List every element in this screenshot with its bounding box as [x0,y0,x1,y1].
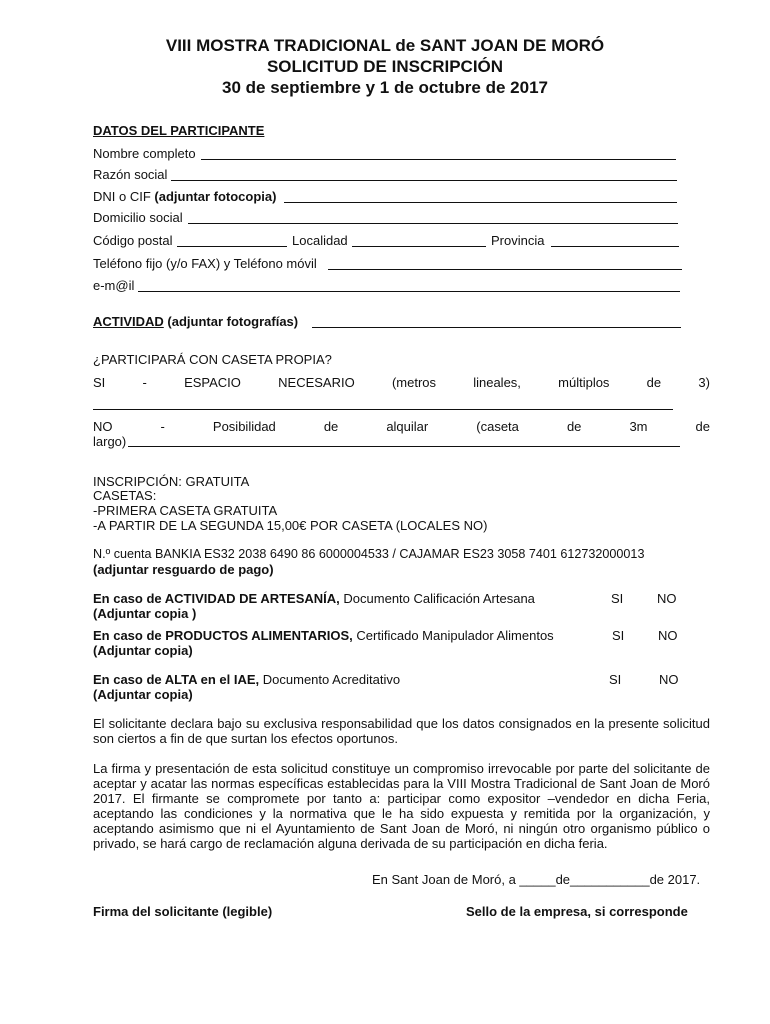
doc-iae-text: Documento Acreditativo [259,672,401,687]
field-domicilio-line[interactable] [188,223,678,224]
doc-artesania-si[interactable]: SI [611,591,624,606]
activity-label [93,314,298,329]
field-telefono-line[interactable] [328,269,682,270]
commitment-text: La firma y presentación de esta solicitud constituye un compromiso irrevocable por parte del solicitante de aceptar y acatar las normas específicas establecidas para la VIII Mostra Tradicional de Sant Joan de Moró 2017. El firmante se compromete por tanto a: participar como expositor –vendedor en dicha Feria, aceptando las condiciones y la normativa que le ha sido expuesta y remitida por la organización, y aceptando asimismo que ni el Ayuntamiento de Sant Joan de Moró, ni ningún otro organismo público o privado, se hará cargo de reclamación alguna derivada de su participación en dicha feria. [93,761,710,851]
doc-artesania-note: (Adjuntar copia ) [93,606,197,621]
field-telefono-label: Teléfono fijo (y/o FAX) y Teléfono móvil [93,256,317,271]
caseta-no-word: Posibilidad [212,419,276,434]
field-email-line[interactable] [138,291,680,292]
inscription-line-4: -A PARTIR DE LA SEGUNDA 15,00€ POR CASETA (LOCALES NO) [93,518,488,533]
caseta-no-word: - [160,419,165,434]
doc-alimentarios-si[interactable]: SI [612,628,625,643]
caseta-si-word: (metros [391,375,436,390]
title-line-3: 30 de septiembre y 1 de octubre de 2017 [222,78,548,97]
caseta-si-row [93,375,710,390]
caseta-si-word: NECESARIO [278,375,355,390]
activity-title: ACTIVIDAD [93,314,164,329]
doc-artesania-no[interactable]: NO [657,591,677,606]
doc-alimentarios-text: Certificado Manipulador Alimentos [352,628,554,643]
doc-iae-no[interactable]: NO [659,672,679,687]
doc-artesania-text: Documento Calificación Artesana [339,591,535,606]
field-domicilio-label: Domicilio social [93,210,183,225]
field-dni-label [93,189,276,204]
caseta-no-word: (caseta [476,419,519,434]
bank-account-note: (adjuntar resguardo de pago) [93,562,274,577]
inscription-line-2: CASETAS: [93,488,157,503]
field-email-label: e-m@il [93,278,135,293]
caseta-si-word: lineales, [473,375,521,390]
caseta-si-word: ESPACIO [184,375,241,390]
section-participant-title: DATOS DEL PARTICIPANTE [93,123,265,138]
activity-note: (adjuntar fotografías) [163,314,299,329]
title-line-2: SOLICITUD DE INSCRIPCIÓN [266,57,504,76]
doc-iae-bold: En caso de ALTA en el IAE, [93,672,260,687]
caseta-no-word: alquilar [386,419,429,434]
doc-iae-note: (Adjuntar copia) [93,687,193,702]
dni-label-text: DNI o CIF [93,189,155,204]
bank-account: N.º cuenta BANKIA ES32 2038 6490 86 6000004533 / CAJAMAR ES23 3058 7401 612732000013 [93,547,645,561]
signature-company-stamp: Sello de la empresa, si corresponde [466,904,688,919]
caseta-no-word: NO [93,419,113,434]
field-dni-line[interactable] [284,202,677,203]
doc-iae [93,672,400,687]
inscription-line-3: -PRIMERA CASETA GRATUITA [93,503,278,518]
field-razon-line[interactable] [171,180,677,181]
dni-note: (adjuntar fotocopia) [154,189,277,204]
caseta-si-word: múltiplos [558,375,610,390]
field-provincia-label: Provincia [491,233,545,248]
caseta-question: ¿PARTICIPARÁ CON CASETA PROPIA? [93,352,332,367]
caseta-no-word: de [323,419,339,434]
caseta-si-word: - [142,375,147,390]
field-provincia-line[interactable] [551,246,679,247]
field-nombre-line[interactable] [201,159,676,160]
caseta-no-line[interactable] [128,446,680,447]
field-nombre-label: Nombre completo [93,146,196,161]
caseta-si-word: SI [93,375,106,390]
field-razon-label: Razón social [93,167,168,182]
activity-line[interactable] [312,327,681,328]
doc-iae-si[interactable]: SI [609,672,622,687]
title-line-1: VIII MOSTRA TRADICIONAL de SANT JOAN DE MORÓ [165,36,605,55]
field-codigo-label: Código postal [93,233,173,248]
caseta-no-word: 3m [629,419,648,434]
field-localidad-label: Localidad [292,233,348,248]
doc-artesania-bold: En caso de ACTIVIDAD DE ARTESANÍA, [93,591,340,606]
doc-alimentarios-bold: En caso de PRODUCTOS ALIMENTARIOS, [93,628,353,643]
caseta-si-word: de [646,375,662,390]
field-localidad-line[interactable] [352,246,486,247]
caseta-no-word: de [695,419,710,434]
caseta-no-word: de [566,419,582,434]
doc-alimentarios-note: (Adjuntar copia) [93,643,193,658]
inscription-line-1: INSCRIPCIÓN: GRATUITA [93,474,250,489]
field-codigo-line[interactable] [177,246,287,247]
signature-applicant: Firma del solicitante (legible) [93,904,273,919]
caseta-si-line[interactable] [93,409,673,410]
doc-artesania [93,591,535,606]
caseta-no-row [93,419,710,434]
caseta-si-word: 3) [698,375,710,390]
declaration-text: El solicitante declara bajo su exclusiva responsabilidad que los datos consignados en la presente solicitud son ciertos a fin de que surtan los efectos oportunos. [93,716,710,746]
caseta-no-line2: largo) [93,434,127,449]
date-line: En Sant Joan de Moró, a _____de___________de 2017. [372,872,701,887]
doc-alimentarios [93,628,554,643]
doc-alimentarios-no[interactable]: NO [658,628,678,643]
